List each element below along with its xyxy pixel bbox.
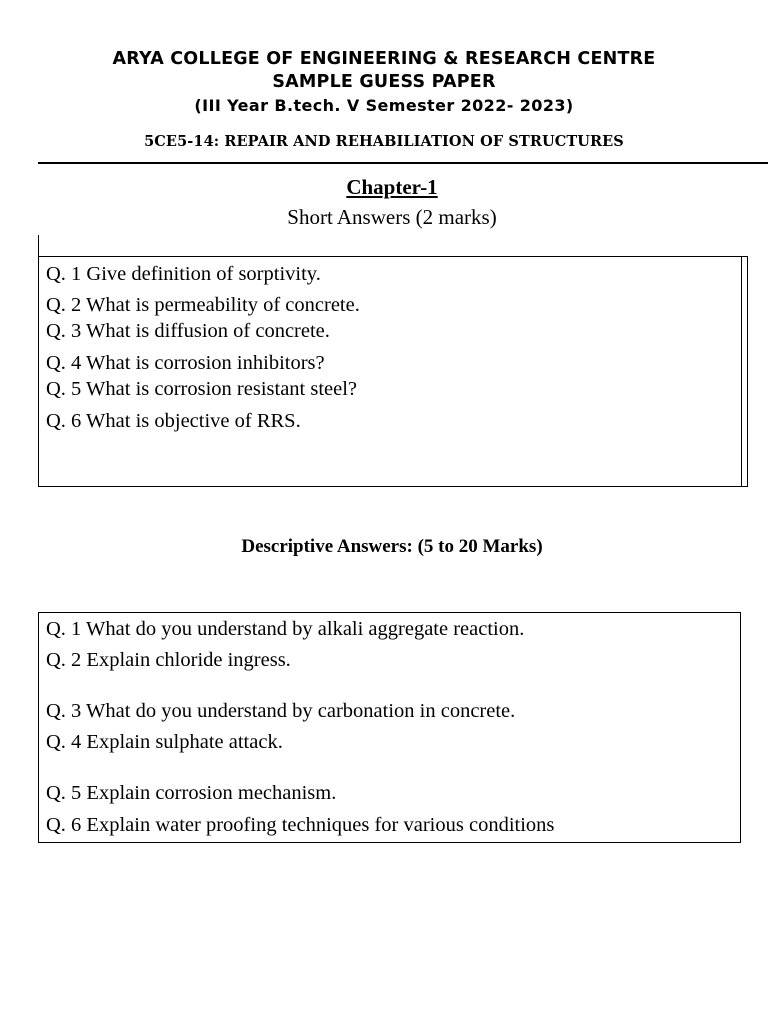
paper-type-title: SAMPLE GUESS PAPER xyxy=(272,72,496,92)
subject-title: 5CE5-14: REPAIR AND REHABILIATION OF STRUCTURES xyxy=(144,133,624,150)
short-question: Q. 5 What is corrosion resistant steel? xyxy=(46,378,358,400)
short-question: Q. 4 What is corrosion inhibitors? xyxy=(46,352,325,374)
chapter-title: Chapter-1 xyxy=(346,175,438,199)
table-border-fragment xyxy=(38,235,39,257)
descriptive-question: Q. 5 Explain corrosion mechanism. xyxy=(46,782,337,804)
short-question: Q. 3 What is diffusion of concrete. xyxy=(46,320,330,342)
descriptive-question: Q. 2 Explain chloride ingress. xyxy=(46,649,291,671)
descriptive-answers-heading: Descriptive Answers: (5 to 20 Marks) xyxy=(241,536,543,557)
short-question: Q. 6 What is objective of RRS. xyxy=(46,410,301,432)
short-question: Q. 1 Give definition of sorptivity. xyxy=(46,263,321,285)
college-name: ARYA COLLEGE OF ENGINEERING & RESEARCH CENTRE xyxy=(112,49,656,69)
short-answers-box xyxy=(38,256,748,487)
descriptive-question: Q. 6 Explain water proofing techniques for various conditions xyxy=(46,814,555,836)
descriptive-question: Q. 1 What do you understand by alkali aggregate reaction. xyxy=(46,618,525,640)
header-divider xyxy=(38,162,768,164)
academic-year: (III Year B.tech. V Semester 2022- 2023) xyxy=(194,96,574,115)
descriptive-question: Q. 4 Explain sulphate attack. xyxy=(46,731,283,753)
short-question: Q. 2 What is permeability of concrete. xyxy=(46,294,360,316)
short-answers-heading: Short Answers (2 marks) xyxy=(287,205,497,229)
descriptive-question: Q. 3 What do you understand by carbonation in concrete. xyxy=(46,700,516,722)
table-inner-border xyxy=(741,257,742,486)
descriptive-answers-box xyxy=(38,612,741,843)
